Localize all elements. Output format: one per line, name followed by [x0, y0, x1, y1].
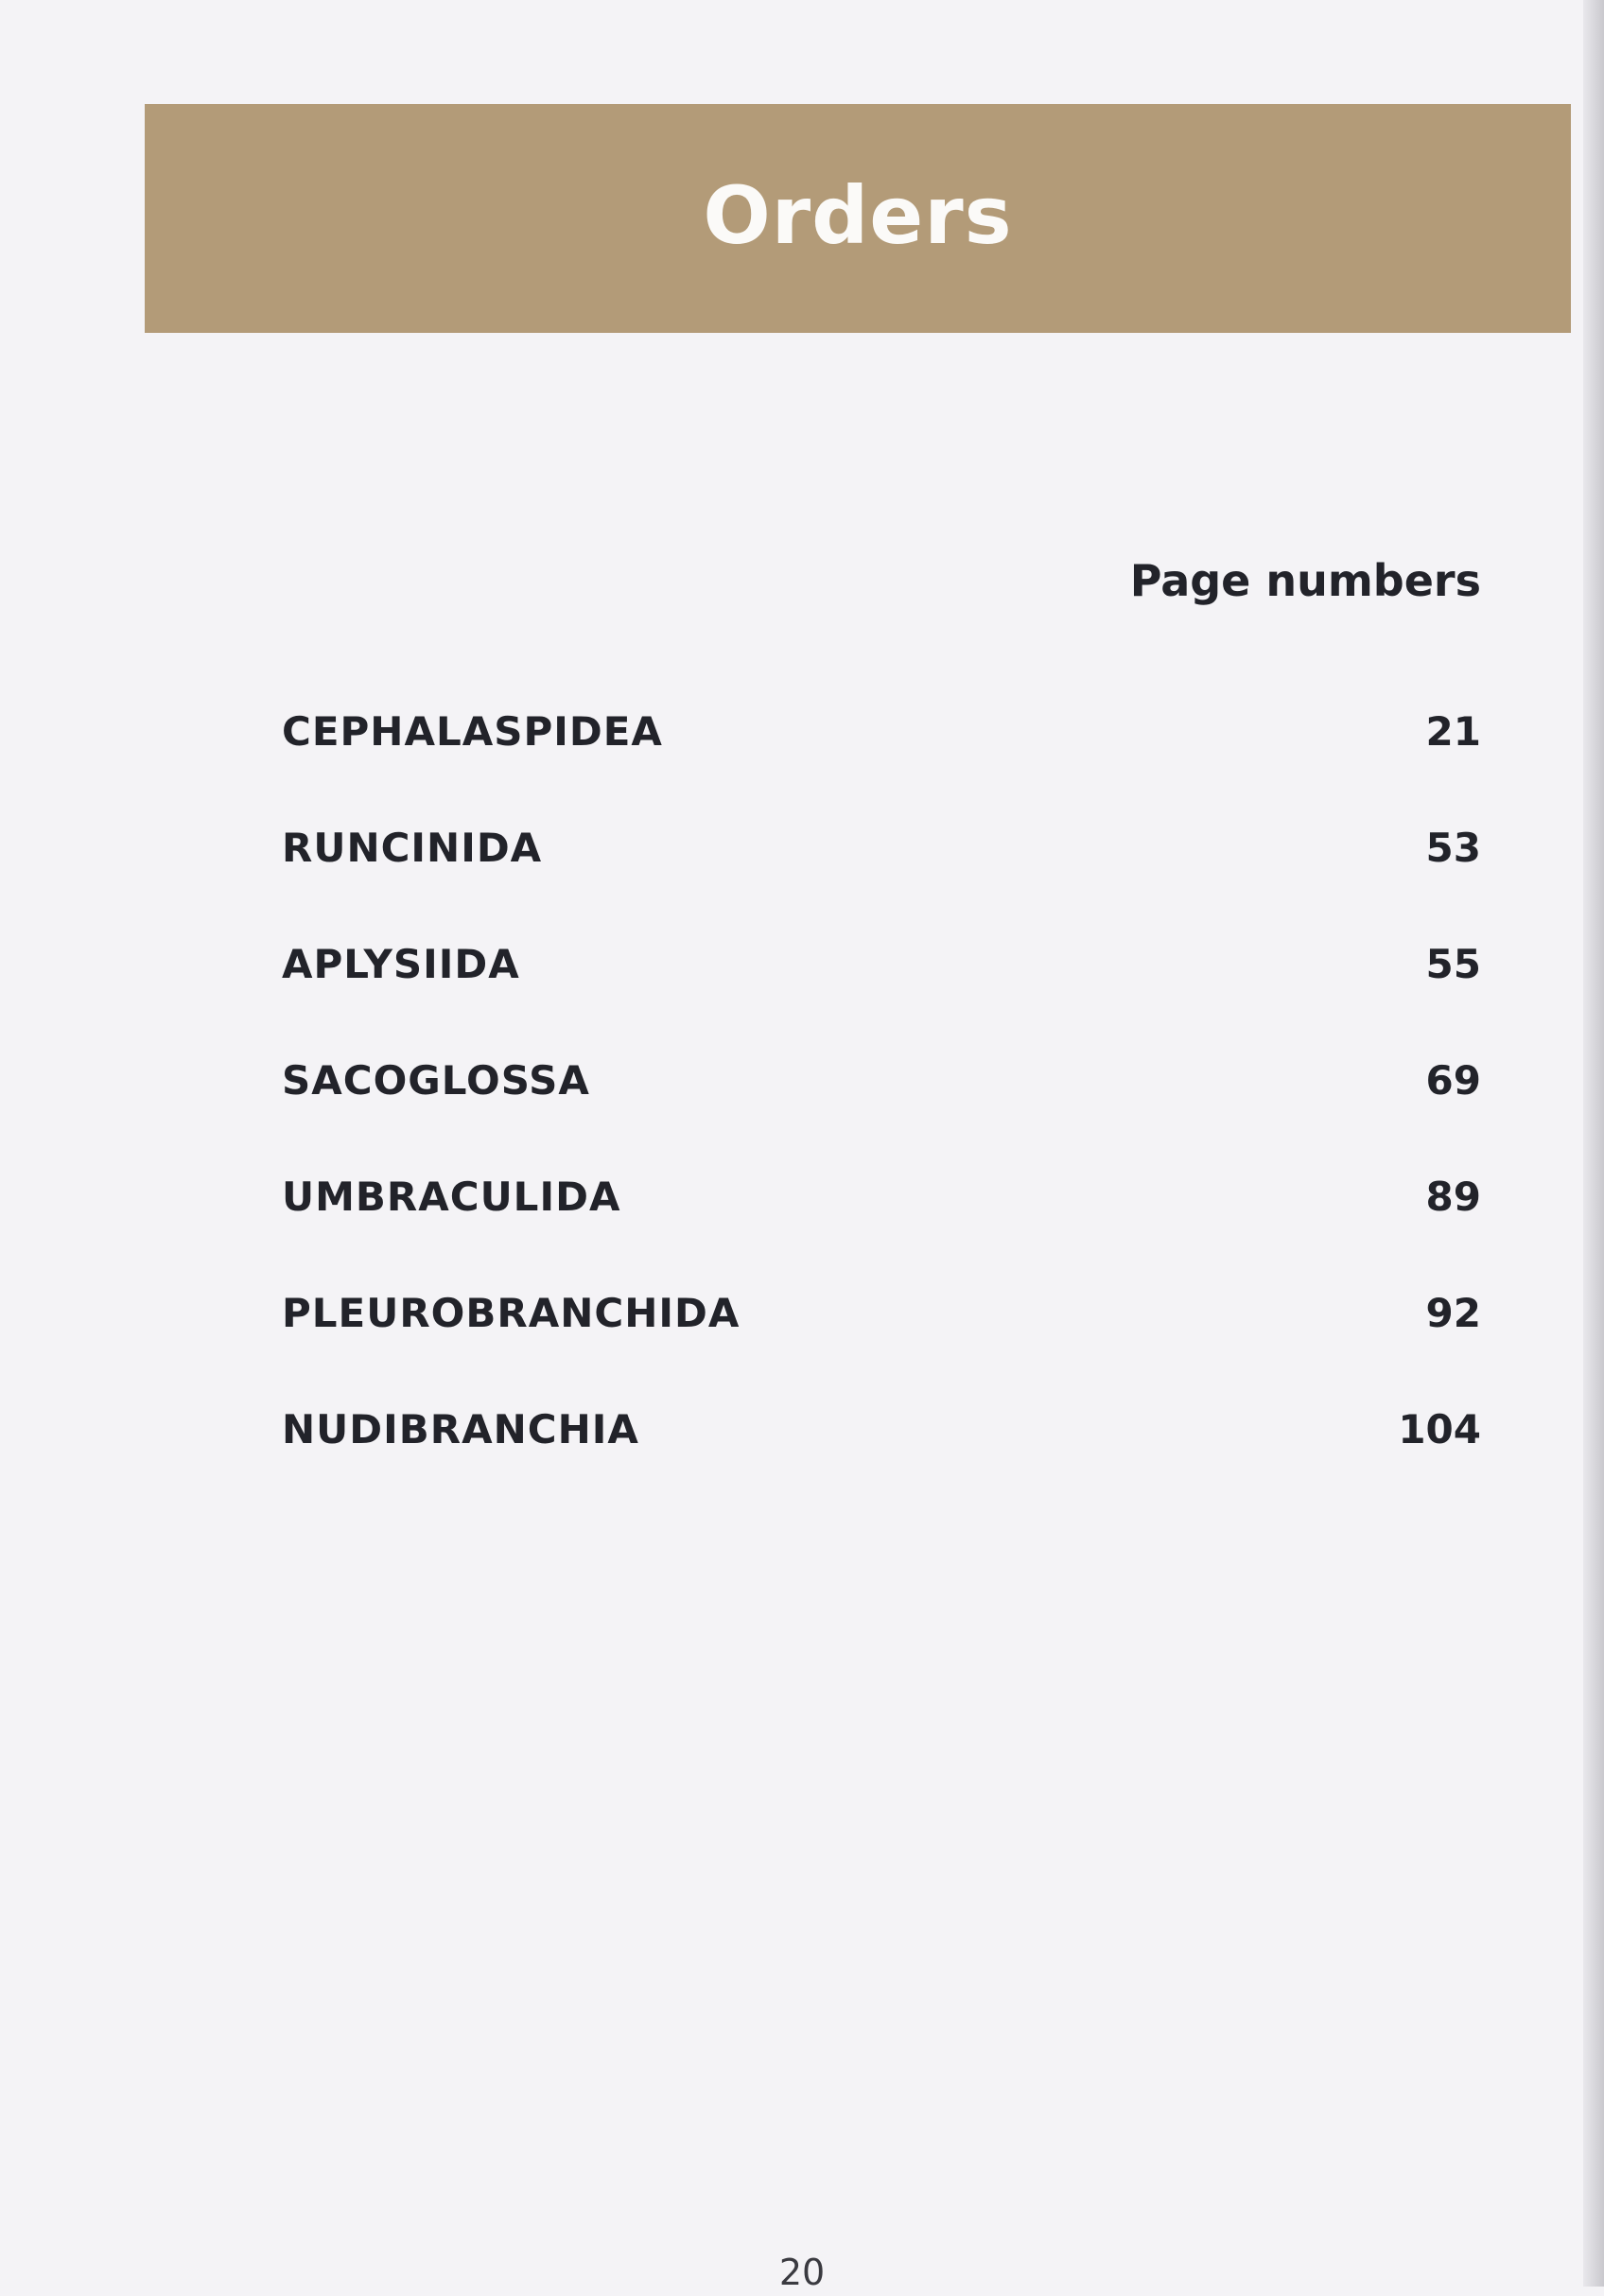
orders-list [282, 673, 1481, 1487]
order-row [282, 1139, 1481, 1255]
order-name: APLYSIIDA [282, 940, 520, 987]
page-numbers-column-header: Page numbers [1129, 555, 1481, 606]
order-row [282, 673, 1481, 790]
page-title: Orders [703, 169, 1013, 262]
order-name: RUNCINIDA [282, 824, 543, 871]
order-page-number: 92 [1425, 1289, 1481, 1336]
order-row [282, 1022, 1481, 1139]
order-name: SACOGLOSSA [282, 1056, 590, 1104]
order-name: PLEUROBRANCHIDA [282, 1289, 741, 1336]
order-page-number: 21 [1425, 707, 1481, 755]
footer-page-number: 20 [778, 2252, 826, 2293]
order-page-number: 55 [1425, 940, 1481, 987]
order-page-number: 53 [1425, 824, 1481, 871]
order-page-number: 89 [1425, 1173, 1481, 1220]
page-edge [1583, 0, 1604, 2287]
order-row [282, 906, 1481, 1022]
header-band [145, 104, 1571, 333]
order-name: CEPHALASPIDEA [282, 707, 663, 755]
order-page-number: 104 [1398, 1405, 1481, 1452]
order-name: UMBRACULIDA [282, 1173, 621, 1220]
order-page-number: 69 [1425, 1056, 1481, 1104]
order-name: NUDIBRANCHIA [282, 1405, 639, 1452]
order-row [282, 790, 1481, 906]
order-row [282, 1371, 1481, 1487]
order-row [282, 1255, 1481, 1371]
